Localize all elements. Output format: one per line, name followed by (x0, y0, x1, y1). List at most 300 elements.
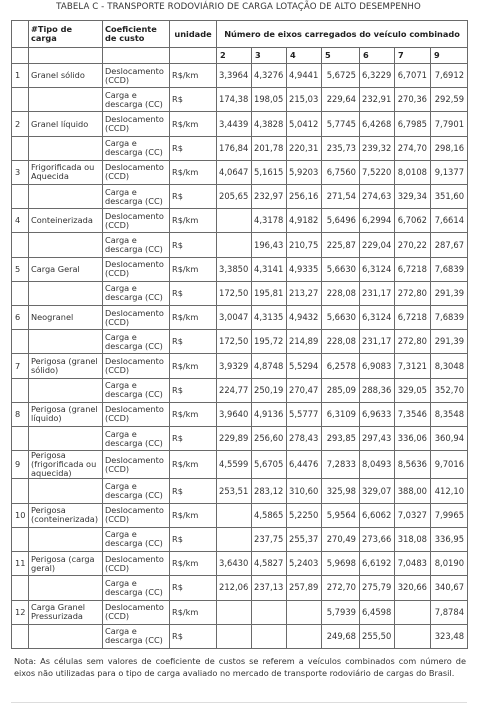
value-cell: 213,27 (287, 281, 322, 305)
table-row (12, 112, 468, 136)
value-cell: 325,98 (322, 479, 360, 503)
value-cell: 7,7901 (431, 112, 468, 136)
table-row (12, 503, 468, 527)
row-unidade: R$/km (170, 160, 217, 184)
value-cell: 7,8784 (431, 600, 468, 624)
value-cell (217, 503, 252, 527)
row-index: 4 (12, 209, 29, 233)
row-tipo (29, 427, 103, 451)
value-cell: 4,5827 (252, 552, 287, 576)
row-index: 5 (12, 257, 29, 281)
value-cell: 7,6912 (431, 64, 468, 88)
value-cell: 7,3121 (395, 354, 431, 378)
value-cell: 228,08 (322, 281, 360, 305)
value-cell: 256,16 (287, 185, 322, 209)
value-cell: 5,9203 (287, 160, 322, 184)
value-cell: 336,95 (431, 527, 468, 551)
row-unidade: R$ (170, 330, 217, 354)
row-unidade: R$/km (170, 306, 217, 330)
value-cell: 310,60 (287, 479, 322, 503)
row-index: 9 (12, 451, 29, 479)
value-cell: 6,7071 (395, 64, 431, 88)
row-unidade: R$ (170, 281, 217, 305)
value-cell: 270,22 (395, 233, 431, 257)
value-cell: 3,9329 (217, 354, 252, 378)
value-cell: 232,91 (360, 88, 395, 112)
value-cell: 224,77 (217, 378, 252, 402)
value-cell: 229,64 (322, 88, 360, 112)
row-index: 12 (12, 600, 29, 624)
row-index: 3 (12, 160, 29, 184)
value-cell: 7,6614 (431, 209, 468, 233)
header-unidade: unidade (170, 21, 217, 48)
row-unidade: R$/km (170, 503, 217, 527)
value-cell: 5,2403 (287, 552, 322, 576)
value-cell: 278,43 (287, 427, 322, 451)
row-coeficiente: Carga e descarga (CC) (103, 136, 170, 160)
table-row (12, 600, 468, 624)
value-cell: 3,3850 (217, 257, 252, 281)
row-unidade: R$ (170, 479, 217, 503)
value-cell (252, 600, 287, 624)
row-coeficiente: Carga e descarga (CC) (103, 330, 170, 354)
footnote: Nota: As células sem valores de coeficiente de custos se referem a veículos combinados com número de eixos não utilizadas para o tipo de carga avaliado no mercado de transporte rodoviário de cargas do Brasil. (14, 656, 466, 678)
header-axle-2: 2 (217, 48, 252, 64)
row-unidade: R$ (170, 427, 217, 451)
table-row (12, 354, 468, 378)
table-row (12, 427, 468, 451)
row-coeficiente: Deslocamento (CCD) (103, 354, 170, 378)
value-cell (287, 624, 322, 648)
value-cell: 351,60 (431, 185, 468, 209)
value-cell: 196,43 (252, 233, 287, 257)
value-cell: 3,3964 (217, 64, 252, 88)
table-row (12, 257, 468, 281)
row-index: 10 (12, 503, 29, 527)
header-blank (29, 48, 103, 64)
table-row (12, 552, 468, 576)
value-cell: 4,3141 (252, 257, 287, 281)
value-cell: 231,17 (360, 330, 395, 354)
value-cell: 6,3124 (360, 257, 395, 281)
value-cell: 274,70 (395, 136, 431, 160)
value-cell: 4,9182 (287, 209, 322, 233)
value-cell: 229,04 (360, 233, 395, 257)
row-tipo: Granel líquido (29, 112, 103, 136)
value-cell (217, 624, 252, 648)
row-tipo: Conteinerizada (29, 209, 103, 233)
value-cell: 272,80 (395, 330, 431, 354)
row-tipo (29, 527, 103, 551)
value-cell: 4,9335 (287, 257, 322, 281)
value-cell: 336,06 (395, 427, 431, 451)
row-index: 6 (12, 306, 29, 330)
header-blank (12, 48, 29, 64)
value-cell: 4,9432 (287, 306, 322, 330)
value-cell (217, 233, 252, 257)
row-coeficiente: Deslocamento (CCD) (103, 209, 170, 233)
table-row (12, 64, 468, 88)
value-cell: 8,3048 (431, 354, 468, 378)
row-index: 7 (12, 354, 29, 378)
value-cell: 320,66 (395, 576, 431, 600)
row-coeficiente: Carga e descarga (CC) (103, 233, 170, 257)
value-cell: 5,6496 (322, 209, 360, 233)
row-tipo (29, 624, 103, 648)
value-cell: 272,80 (395, 281, 431, 305)
value-cell: 229,89 (217, 427, 252, 451)
value-cell: 6,7218 (395, 257, 431, 281)
value-cell (217, 527, 252, 551)
row-index: 8 (12, 402, 29, 426)
value-cell: 352,70 (431, 378, 468, 402)
row-tipo (29, 136, 103, 160)
row-tipo (29, 185, 103, 209)
value-cell: 253,51 (217, 479, 252, 503)
value-cell: 6,4598 (360, 600, 395, 624)
row-unidade: R$/km (170, 112, 217, 136)
value-cell: 388,00 (395, 479, 431, 503)
header-axle-7: 7 (395, 48, 431, 64)
table-row (12, 527, 468, 551)
table-row (12, 402, 468, 426)
value-cell: 237,75 (252, 527, 287, 551)
value-cell: 4,3178 (252, 209, 287, 233)
row-index (12, 233, 29, 257)
row-unidade: R$ (170, 527, 217, 551)
row-coeficiente: Carga e descarga (CC) (103, 576, 170, 600)
value-cell: 8,3548 (431, 402, 468, 426)
value-cell: 4,3135 (252, 306, 287, 330)
row-index: 2 (12, 112, 29, 136)
value-cell: 6,3109 (322, 402, 360, 426)
value-cell: 4,8748 (252, 354, 287, 378)
header-index-cell (12, 21, 29, 48)
row-unidade: R$ (170, 624, 217, 648)
table-body (12, 64, 468, 649)
table-row (12, 330, 468, 354)
value-cell: 8,0108 (395, 160, 431, 184)
value-cell: 7,0327 (395, 503, 431, 527)
value-cell (217, 600, 252, 624)
value-cell: 255,37 (287, 527, 322, 551)
value-cell: 329,05 (395, 378, 431, 402)
value-cell: 5,0412 (287, 112, 322, 136)
value-cell: 225,87 (322, 233, 360, 257)
row-coeficiente: Carga e descarga (CC) (103, 624, 170, 648)
value-cell (395, 600, 431, 624)
value-cell (287, 600, 322, 624)
value-cell: 220,31 (287, 136, 322, 160)
row-tipo: Frigorificada ou Aquecida (29, 160, 103, 184)
row-coeficiente: Deslocamento (CCD) (103, 402, 170, 426)
value-cell: 212,06 (217, 576, 252, 600)
value-cell: 5,2250 (287, 503, 322, 527)
value-cell: 231,17 (360, 281, 395, 305)
table-row (12, 479, 468, 503)
value-cell: 7,5220 (360, 160, 395, 184)
row-unidade: R$ (170, 88, 217, 112)
value-cell: 329,07 (360, 479, 395, 503)
value-cell: 232,97 (252, 185, 287, 209)
row-unidade: R$ (170, 233, 217, 257)
table-row (12, 88, 468, 112)
row-unidade: R$/km (170, 402, 217, 426)
row-unidade: R$/km (170, 64, 217, 88)
value-cell: 6,4268 (360, 112, 395, 136)
header-coeficiente: Coeficiente de custo (103, 21, 170, 48)
value-cell: 7,3546 (395, 402, 431, 426)
header-axle-3: 3 (252, 48, 287, 64)
row-unidade: R$/km (170, 354, 217, 378)
value-cell: 214,89 (287, 330, 322, 354)
value-cell: 285,09 (322, 378, 360, 402)
value-cell: 7,0483 (395, 552, 431, 576)
header-eixos: Número de eixos carregados do veículo combinado (217, 21, 468, 48)
value-cell: 323,48 (431, 624, 468, 648)
row-coeficiente: Carga e descarga (CC) (103, 378, 170, 402)
value-cell: 256,60 (252, 427, 287, 451)
header-tipo: #Tipo de carga (29, 21, 103, 48)
row-tipo: Granel sólido (29, 64, 103, 88)
value-cell: 329,34 (395, 185, 431, 209)
row-tipo: Carga Granel Pressurizada (29, 600, 103, 624)
value-cell: 9,7016 (431, 451, 468, 479)
value-cell: 3,4439 (217, 112, 252, 136)
row-tipo (29, 479, 103, 503)
table-row (12, 576, 468, 600)
value-cell: 250,19 (252, 378, 287, 402)
value-cell: 5,6705 (252, 451, 287, 479)
value-cell: 291,39 (431, 330, 468, 354)
value-cell: 292,59 (431, 88, 468, 112)
value-cell: 195,72 (252, 330, 287, 354)
table-row (12, 185, 468, 209)
table-row (12, 281, 468, 305)
row-tipo: Perigosa (granel sólido) (29, 354, 103, 378)
value-cell: 291,39 (431, 281, 468, 305)
row-unidade: R$/km (170, 257, 217, 281)
value-cell: 195,81 (252, 281, 287, 305)
value-cell: 6,7062 (395, 209, 431, 233)
value-cell: 7,2833 (322, 451, 360, 479)
value-cell: 172,50 (217, 281, 252, 305)
value-cell: 6,7218 (395, 306, 431, 330)
value-cell: 270,49 (322, 527, 360, 551)
value-cell: 6,9083 (360, 354, 395, 378)
row-unidade: R$ (170, 576, 217, 600)
value-cell: 5,7939 (322, 600, 360, 624)
value-cell: 174,38 (217, 88, 252, 112)
value-cell (252, 624, 287, 648)
row-tipo: Perigosa (frigorificada ou aquecida) (29, 451, 103, 479)
header-axle-5: 5 (322, 48, 360, 64)
value-cell: 8,0190 (431, 552, 468, 576)
header-axle-9: 9 (431, 48, 468, 64)
value-cell: 3,6430 (217, 552, 252, 576)
value-cell: 293,85 (322, 427, 360, 451)
value-cell: 4,3276 (252, 64, 287, 88)
value-cell: 6,3229 (360, 64, 395, 88)
value-cell: 8,5636 (395, 451, 431, 479)
value-cell: 287,67 (431, 233, 468, 257)
row-tipo (29, 88, 103, 112)
row-index (12, 330, 29, 354)
row-index: 11 (12, 552, 29, 576)
value-cell: 274,63 (360, 185, 395, 209)
row-coeficiente: Carga e descarga (CC) (103, 88, 170, 112)
value-cell: 255,50 (360, 624, 395, 648)
value-cell: 5,9564 (322, 503, 360, 527)
table-row (12, 233, 468, 257)
row-tipo: Perigosa (conteinerizada) (29, 503, 103, 527)
table-row (12, 378, 468, 402)
table-header (12, 21, 468, 64)
value-cell: 176,84 (217, 136, 252, 160)
row-index (12, 88, 29, 112)
row-index: 1 (12, 64, 29, 88)
value-cell: 7,6839 (431, 306, 468, 330)
value-cell: 6,7560 (322, 160, 360, 184)
value-cell: 3,0047 (217, 306, 252, 330)
value-cell: 4,9136 (252, 402, 287, 426)
value-cell: 5,9698 (322, 552, 360, 576)
row-coeficiente: Deslocamento (CCD) (103, 112, 170, 136)
value-cell: 6,2578 (322, 354, 360, 378)
row-unidade: R$/km (170, 209, 217, 233)
row-unidade: R$ (170, 136, 217, 160)
value-cell: 6,2994 (360, 209, 395, 233)
divider (11, 702, 467, 703)
row-coeficiente: Deslocamento (CCD) (103, 503, 170, 527)
row-coeficiente: Carga e descarga (CC) (103, 479, 170, 503)
row-coeficiente: Deslocamento (CCD) (103, 600, 170, 624)
value-cell: 4,5599 (217, 451, 252, 479)
value-cell: 6,7985 (395, 112, 431, 136)
row-index (12, 479, 29, 503)
value-cell: 4,0647 (217, 160, 252, 184)
row-unidade: R$ (170, 185, 217, 209)
row-coeficiente: Deslocamento (CCD) (103, 64, 170, 88)
value-cell: 288,36 (360, 378, 395, 402)
header-blank (170, 48, 217, 64)
table-row (12, 136, 468, 160)
value-cell: 5,5294 (287, 354, 322, 378)
value-cell: 5,6725 (322, 64, 360, 88)
row-coeficiente: Deslocamento (CCD) (103, 257, 170, 281)
row-tipo (29, 233, 103, 257)
value-cell: 6,4476 (287, 451, 322, 479)
row-tipo: Neogranel (29, 306, 103, 330)
value-cell: 205,65 (217, 185, 252, 209)
table-row (12, 451, 468, 479)
header-axle-4: 4 (287, 48, 322, 64)
row-index (12, 427, 29, 451)
value-cell: 6,6062 (360, 503, 395, 527)
value-cell: 270,36 (395, 88, 431, 112)
table-title: TABELA C - TRANSPORTE RODOVIÁRIO DE CARGA LOTAÇÃO DE ALTO DESEMPENHO (56, 2, 421, 12)
row-coeficiente: Carga e descarga (CC) (103, 185, 170, 209)
row-tipo (29, 378, 103, 402)
row-unidade: R$ (170, 378, 217, 402)
row-index (12, 281, 29, 305)
value-cell: 271,54 (322, 185, 360, 209)
value-cell: 201,78 (252, 136, 287, 160)
value-cell: 4,3828 (252, 112, 287, 136)
value-cell: 5,7745 (322, 112, 360, 136)
value-cell: 4,9441 (287, 64, 322, 88)
value-cell: 6,3124 (360, 306, 395, 330)
value-cell: 275,79 (360, 576, 395, 600)
value-cell: 7,9965 (431, 503, 468, 527)
row-tipo: Carga Geral (29, 257, 103, 281)
row-index (12, 527, 29, 551)
header-axle-6: 6 (360, 48, 395, 64)
value-cell: 5,5777 (287, 402, 322, 426)
value-cell: 318,08 (395, 527, 431, 551)
row-index (12, 185, 29, 209)
row-index (12, 136, 29, 160)
row-tipo (29, 330, 103, 354)
table-row (12, 624, 468, 648)
row-tipo (29, 281, 103, 305)
row-index (12, 576, 29, 600)
row-coeficiente: Deslocamento (CCD) (103, 160, 170, 184)
value-cell: 7,6839 (431, 257, 468, 281)
row-tipo: Perigosa (carga geral) (29, 552, 103, 576)
table-row (12, 160, 468, 184)
row-coeficiente: Deslocamento (CCD) (103, 306, 170, 330)
row-coeficiente: Carga e descarga (CC) (103, 281, 170, 305)
row-index (12, 624, 29, 648)
value-cell: 5,6630 (322, 306, 360, 330)
value-cell (217, 209, 252, 233)
value-cell: 297,43 (360, 427, 395, 451)
value-cell: 4,5865 (252, 503, 287, 527)
value-cell: 340,67 (431, 576, 468, 600)
value-cell (395, 624, 431, 648)
value-cell: 228,08 (322, 330, 360, 354)
value-cell: 172,50 (217, 330, 252, 354)
row-unidade: R$/km (170, 600, 217, 624)
table-row (12, 306, 468, 330)
row-unidade: R$/km (170, 552, 217, 576)
value-cell: 257,89 (287, 576, 322, 600)
value-cell: 273,66 (360, 527, 395, 551)
value-cell: 6,9633 (360, 402, 395, 426)
value-cell: 270,47 (287, 378, 322, 402)
row-coeficiente: Deslocamento (CCD) (103, 552, 170, 576)
table-row (12, 209, 468, 233)
row-coeficiente: Carga e descarga (CC) (103, 427, 170, 451)
value-cell: 215,03 (287, 88, 322, 112)
value-cell: 412,10 (431, 479, 468, 503)
value-cell: 235,73 (322, 136, 360, 160)
cost-table (11, 20, 468, 649)
value-cell: 9,1377 (431, 160, 468, 184)
value-cell: 249,68 (322, 624, 360, 648)
value-cell: 283,12 (252, 479, 287, 503)
row-unidade: R$/km (170, 451, 217, 479)
value-cell: 210,75 (287, 233, 322, 257)
value-cell: 5,6630 (322, 257, 360, 281)
value-cell: 239,32 (360, 136, 395, 160)
row-coeficiente: Carga e descarga (CC) (103, 527, 170, 551)
value-cell: 360,94 (431, 427, 468, 451)
value-cell: 5,1615 (252, 160, 287, 184)
header-blank (103, 48, 170, 64)
value-cell: 198,05 (252, 88, 287, 112)
